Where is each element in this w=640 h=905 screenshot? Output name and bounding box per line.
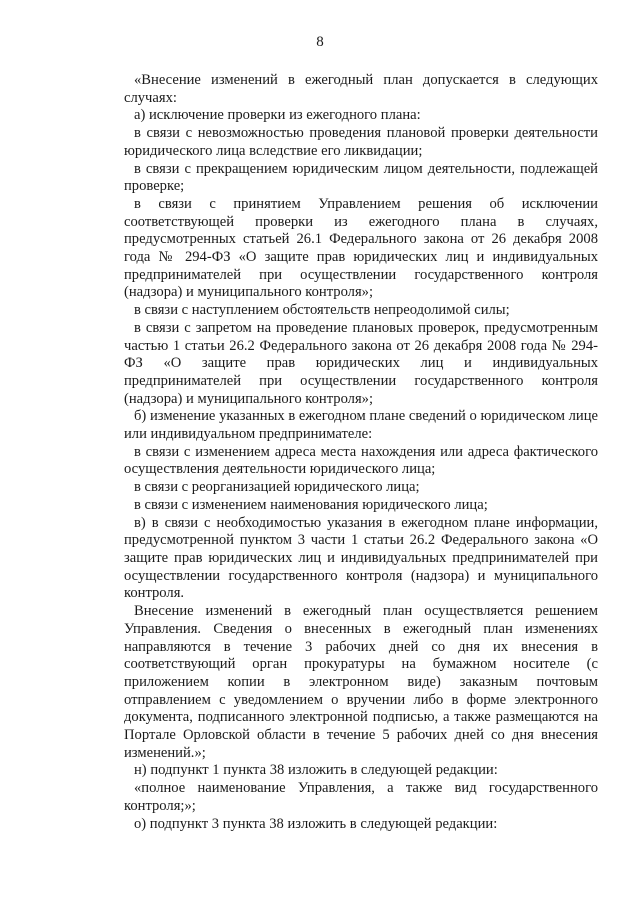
paragraph: «полное наименование Управления, а также вид государственного контроля;»;	[124, 780, 598, 814]
paragraph: в связи с прекращением юридическим лицом деятельности, подлежащей проверке;	[124, 160, 598, 195]
paragraph: в связи с запретом на проведение плановых проверок, предусмотренным частью 1 статьи 26.2 Федерального закона от 26 декабря 2008 года № 294-ФЗ «О защите прав юридических лиц и индивидуальных предпринимателей при осуществлении государственного контроля (надзора) и муниципального контроля»;	[124, 319, 598, 407]
paragraph: в связи с изменением наименования юридического лица;	[134, 496, 488, 513]
paragraph: н) подпункт 1 пункта 38 изложить в следующей редакции:	[134, 762, 498, 779]
paragraph: а) исключение проверки из ежегодного плана:	[134, 107, 421, 124]
page-number: 8	[316, 34, 324, 50]
paragraph: в связи с наступлением обстоятельств непреодолимой силы;	[134, 302, 510, 319]
paragraph: в) в связи с необходимостью указания в ежегодном плане информации, предусмотренной пунктом 3 части 1 статьи 26.2 Федерального закона «О защите прав юридических лиц и индивидуальных предпринимателей при осуществлении государственного контроля (надзора) и муниципального контроля.	[124, 514, 598, 602]
paragraph: в связи с реорганизацией юридического лица;	[134, 479, 420, 496]
paragraph: в связи с принятием Управлением решения об исключении соответствующей проверки из ежегодного плана в случаях, предусмотренных статьей 26.1 Федерального закона от 26 декабря 2008 года № 294-ФЗ «О защите прав юридических лиц и индивидуальных предпринимателей при осуществлении государственного контроля (надзора) и муниципального контроля»;	[124, 195, 598, 301]
paragraph: Внесение изменений в ежегодный план осуществляется решением Управления. Сведения о внесенных в ежегодный план изменениях направляются в течение 3 рабочих дней со дня их внесения в соответствующий орган прокуратуры на бумажном носителе (с приложением копии в электронном виде) заказным почтовым отправлением с уведомлением о вручении либо в форме электронного документа, подписанного электронной подписью, а также размещаются на Портале Орловской области в течение 5 рабочих дней со дня внесения изменений.»;	[124, 603, 598, 761]
paragraph: в связи с невозможностью проведения плановой проверки деятельности юридического лица вследствие его ликвидации;	[124, 125, 598, 159]
paragraph: «Внесение изменений в ежегодный план допускается в следующих случаях:	[124, 72, 598, 106]
paragraph: о) подпункт 3 пункта 38 изложить в следующей редакции:	[134, 815, 498, 832]
paragraph: в связи с изменением адреса места нахождения или адреса фактического осуществления деятельности юридического лица;	[124, 443, 598, 478]
paragraph: б) изменение указанных в ежегодном плане сведений о юридическом лице или индивидуальном предпринимателе:	[124, 408, 598, 443]
document-body	[124, 72, 598, 833]
